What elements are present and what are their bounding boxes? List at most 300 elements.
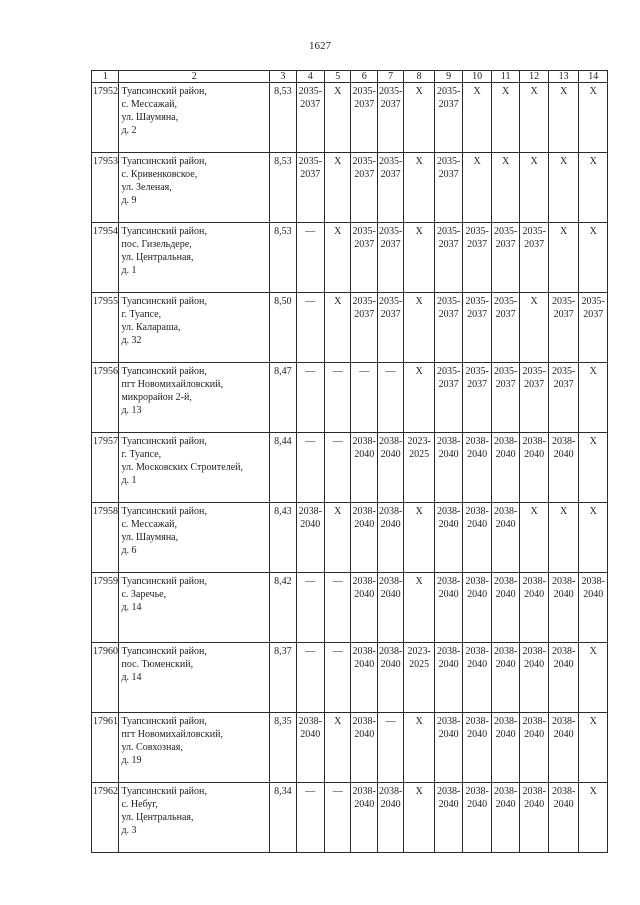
- period-cell: [491, 573, 519, 643]
- period-line: 2040: [438, 449, 459, 460]
- period-cell: [325, 433, 351, 503]
- value-cell: 8,42: [270, 573, 296, 643]
- period-line: 2038-: [378, 436, 403, 447]
- table-row: [92, 293, 608, 363]
- period-line: 2038-: [551, 646, 576, 657]
- period-line: 2040: [467, 729, 488, 740]
- period-line: 2040: [380, 659, 401, 670]
- period-line: 2038-: [493, 716, 518, 727]
- period-cell: [404, 293, 435, 363]
- period-line: X: [334, 296, 342, 307]
- period-line: X: [589, 86, 597, 97]
- period-cell: [434, 713, 462, 783]
- period-cell: [296, 783, 324, 853]
- period-line: 2038-: [436, 436, 461, 447]
- period-cell: [296, 153, 324, 223]
- register-table: [91, 70, 608, 853]
- period-line: X: [589, 226, 597, 237]
- period-line: 2038-: [436, 716, 461, 727]
- period-line: 2040: [354, 449, 375, 460]
- period-line: 2037: [467, 239, 488, 250]
- period-line: X: [530, 296, 538, 307]
- period-cell: [434, 783, 462, 853]
- row-number: 17957: [92, 433, 119, 503]
- period-cell: [548, 223, 579, 293]
- period-cell: [463, 153, 491, 223]
- period-cell: [491, 293, 519, 363]
- period-line: 2035-: [352, 156, 376, 167]
- period-line: X: [560, 506, 568, 517]
- period-line: 2035-: [522, 226, 546, 237]
- period-cell: [520, 643, 548, 713]
- period-cell: [404, 573, 435, 643]
- period-cell: [491, 223, 519, 293]
- row-number: 17956: [92, 363, 119, 433]
- period-cell: [579, 713, 608, 783]
- period-line: 2035-: [352, 86, 376, 97]
- period-line: 2040: [354, 519, 375, 530]
- period-line: 2040: [495, 449, 516, 460]
- period-cell: [579, 503, 608, 573]
- period-line: X: [334, 156, 342, 167]
- period-cell: [434, 293, 462, 363]
- period-cell: [463, 83, 491, 153]
- period-line: 2040: [354, 659, 375, 670]
- period-line: —: [305, 786, 316, 797]
- period-line: 2035-: [436, 296, 461, 307]
- period-cell: [463, 223, 491, 293]
- period-line: 2040: [467, 659, 488, 670]
- address-line: ул. Совхозная,: [121, 742, 183, 753]
- period-cell: [404, 503, 435, 573]
- address-cell: [119, 643, 270, 713]
- period-cell: [296, 503, 324, 573]
- period-cell: [463, 573, 491, 643]
- address-line: г. Туапсе,: [121, 449, 162, 460]
- period-line: X: [589, 786, 597, 797]
- period-cell: [520, 293, 548, 363]
- period-line: 2037: [354, 309, 375, 320]
- address-line: д. 14: [121, 672, 142, 683]
- period-cell: [377, 503, 403, 573]
- address-line: Туапсинский район,: [121, 646, 207, 657]
- address-cell: [119, 293, 270, 363]
- table-row: [92, 783, 608, 853]
- period-line: 2038-: [465, 576, 489, 587]
- address-line: микрорайон 2-й,: [121, 392, 192, 403]
- period-line: 2040: [438, 659, 459, 670]
- period-line: 2038-: [436, 576, 461, 587]
- period-line: 2037: [380, 239, 401, 250]
- value-cell: 8,43: [270, 503, 296, 573]
- column-header-1: 1: [92, 71, 119, 83]
- period-line: —: [305, 436, 316, 447]
- period-cell: [520, 503, 548, 573]
- period-cell: [377, 223, 403, 293]
- period-cell: [296, 363, 324, 433]
- period-cell: [491, 503, 519, 573]
- period-cell: [579, 293, 608, 363]
- period-cell: [325, 503, 351, 573]
- period-line: 2040: [553, 799, 574, 810]
- period-line: 2037: [583, 309, 604, 320]
- period-line: X: [560, 86, 568, 97]
- period-cell: [548, 363, 579, 433]
- period-line: 2038-: [298, 506, 322, 517]
- period-line: 2035-: [378, 226, 403, 237]
- period-line: 2038-: [352, 436, 376, 447]
- period-line: 2037: [380, 169, 401, 180]
- period-line: 2037: [354, 169, 375, 180]
- period-line: —: [305, 646, 316, 657]
- value-cell: 8,47: [270, 363, 296, 433]
- period-cell: [325, 363, 351, 433]
- period-line: 2038-: [352, 646, 376, 657]
- period-cell: [351, 643, 377, 713]
- table-row: [92, 503, 608, 573]
- period-line: 2035-: [465, 226, 489, 237]
- table-body: [92, 83, 608, 853]
- period-line: 2023-: [407, 646, 431, 657]
- period-line: X: [415, 576, 423, 587]
- period-cell: [351, 223, 377, 293]
- period-line: X: [589, 366, 597, 377]
- period-cell: [404, 783, 435, 853]
- period-line: 2040: [524, 799, 545, 810]
- period-line: 2040: [553, 659, 574, 670]
- period-cell: [351, 433, 377, 503]
- period-line: X: [334, 226, 342, 237]
- period-line: 2038-: [465, 506, 489, 517]
- period-cell: [548, 503, 579, 573]
- period-line: 2040: [467, 449, 488, 460]
- period-cell: [296, 223, 324, 293]
- period-line: X: [502, 86, 510, 97]
- period-line: 2038-: [436, 506, 461, 517]
- period-cell: [325, 573, 351, 643]
- address-line: с. Заречье,: [121, 589, 167, 600]
- period-line: —: [332, 646, 343, 657]
- period-line: 2038-: [522, 716, 546, 727]
- period-line: 2038-: [378, 576, 403, 587]
- period-line: 2040: [380, 589, 401, 600]
- period-cell: [404, 363, 435, 433]
- period-line: 2040: [553, 589, 574, 600]
- period-line: 2035-: [493, 226, 518, 237]
- period-line: 2040: [380, 449, 401, 460]
- period-line: X: [415, 506, 423, 517]
- period-line: 2037: [380, 309, 401, 320]
- period-line: 2038-: [465, 786, 489, 797]
- period-line: 2035-: [465, 296, 489, 307]
- period-cell: [377, 713, 403, 783]
- address-line: с. Мессажай,: [121, 99, 177, 110]
- period-cell: [579, 153, 608, 223]
- period-cell: [491, 153, 519, 223]
- period-cell: [296, 713, 324, 783]
- address-line: ул. Шаумяна,: [121, 112, 179, 123]
- period-line: 2040: [467, 519, 488, 530]
- address-line: д. 14: [121, 602, 142, 613]
- period-line: X: [415, 86, 423, 97]
- period-line: 2037: [553, 379, 574, 390]
- period-cell: [520, 153, 548, 223]
- period-cell: [325, 293, 351, 363]
- address-line: Туапсинский район,: [121, 436, 207, 447]
- period-line: X: [334, 716, 342, 727]
- address-line: Туапсинский район,: [121, 156, 207, 167]
- address-line: ул. Центральная,: [121, 252, 194, 263]
- table-row: [92, 713, 608, 783]
- period-line: 2038-: [352, 786, 376, 797]
- period-cell: [325, 783, 351, 853]
- period-line: 2038-: [378, 786, 403, 797]
- period-cell: [351, 153, 377, 223]
- period-cell: [434, 83, 462, 153]
- row-number: 17952: [92, 83, 119, 153]
- period-cell: [579, 83, 608, 153]
- value-cell: 8,53: [270, 153, 296, 223]
- period-line: 2038-: [551, 436, 576, 447]
- row-number: 17958: [92, 503, 119, 573]
- address-line: д. 2: [121, 125, 137, 136]
- period-cell: [351, 363, 377, 433]
- column-header-13: 13: [548, 71, 579, 83]
- period-line: 2038-: [465, 716, 489, 727]
- period-line: 2037: [553, 309, 574, 320]
- period-line: 2035-: [352, 226, 376, 237]
- period-line: 2038-: [522, 646, 546, 657]
- column-header-11: 11: [491, 71, 519, 83]
- period-line: X: [589, 716, 597, 727]
- period-cell: [296, 433, 324, 503]
- period-line: 2040: [553, 729, 574, 740]
- column-header-14: 14: [579, 71, 608, 83]
- value-cell: 8,53: [270, 83, 296, 153]
- period-line: 2023-: [407, 436, 431, 447]
- period-line: 2040: [354, 729, 375, 740]
- period-line: 2040: [380, 799, 401, 810]
- period-line: 2038-: [436, 786, 461, 797]
- period-line: 2038-: [551, 786, 576, 797]
- address-line: ул. Шаумяна,: [121, 532, 179, 543]
- period-line: X: [415, 786, 423, 797]
- period-cell: [351, 713, 377, 783]
- period-cell: [520, 573, 548, 643]
- period-cell: [377, 363, 403, 433]
- address-line: пгт Новомихайловский,: [121, 379, 223, 390]
- period-line: 2037: [495, 379, 516, 390]
- period-line: 2035-: [436, 156, 461, 167]
- period-line: 2040: [524, 449, 545, 460]
- period-cell: [548, 153, 579, 223]
- column-header-4: 4: [296, 71, 324, 83]
- period-line: 2035-: [551, 296, 576, 307]
- period-line: 2037: [438, 239, 459, 250]
- period-line: 2038-: [581, 576, 605, 587]
- address-line: Туапсинский район,: [121, 296, 207, 307]
- period-line: 2037: [467, 379, 488, 390]
- period-line: 2040: [495, 799, 516, 810]
- period-line: —: [305, 366, 316, 377]
- column-header-3: 3: [270, 71, 296, 83]
- period-line: 2025: [409, 659, 430, 670]
- page-number: 1627: [309, 40, 331, 52]
- period-cell: [351, 293, 377, 363]
- period-line: 2038-: [493, 646, 518, 657]
- period-line: 2038-: [436, 646, 461, 657]
- period-line: 2038-: [522, 786, 546, 797]
- period-line: 2038-: [352, 716, 376, 727]
- period-line: 2040: [354, 589, 375, 600]
- address-line: Туапсинский район,: [121, 86, 207, 97]
- period-cell: [377, 573, 403, 643]
- period-cell: [404, 223, 435, 293]
- period-cell: [351, 503, 377, 573]
- period-cell: [520, 713, 548, 783]
- period-cell: [296, 293, 324, 363]
- period-line: 2035-: [436, 226, 461, 237]
- row-number: 17961: [92, 713, 119, 783]
- period-cell: [548, 573, 579, 643]
- period-cell: [520, 83, 548, 153]
- address-cell: [119, 223, 270, 293]
- period-line: 2037: [300, 99, 321, 110]
- period-line: 2038-: [298, 716, 322, 727]
- address-line: ул. Калараша,: [121, 322, 181, 333]
- column-header-12: 12: [520, 71, 548, 83]
- period-cell: [351, 83, 377, 153]
- address-line: д. 1: [121, 475, 137, 486]
- period-cell: [434, 363, 462, 433]
- address-cell: [119, 713, 270, 783]
- value-cell: 8,35: [270, 713, 296, 783]
- column-header-6: 6: [351, 71, 377, 83]
- period-cell: [491, 713, 519, 783]
- period-line: 2037: [467, 309, 488, 320]
- address-line: с. Кривенковское,: [121, 169, 198, 180]
- period-line: 2035-: [581, 296, 605, 307]
- address-line: Туапсинский район,: [121, 716, 207, 727]
- period-line: 2038-: [551, 716, 576, 727]
- period-line: 2040: [583, 589, 604, 600]
- period-line: —: [385, 366, 396, 377]
- period-line: 2037: [495, 239, 516, 250]
- address-line: Туапсинский район,: [121, 366, 207, 377]
- period-line: 2037: [438, 99, 459, 110]
- period-cell: [325, 643, 351, 713]
- period-cell: [579, 643, 608, 713]
- period-line: X: [415, 226, 423, 237]
- period-cell: [434, 503, 462, 573]
- period-line: X: [415, 156, 423, 167]
- period-line: 2035-: [352, 296, 376, 307]
- period-cell: [548, 433, 579, 503]
- row-number: 17954: [92, 223, 119, 293]
- period-cell: [548, 643, 579, 713]
- period-cell: [351, 573, 377, 643]
- period-line: 2037: [354, 239, 375, 250]
- period-cell: [579, 783, 608, 853]
- row-number: 17955: [92, 293, 119, 363]
- period-line: X: [589, 436, 597, 447]
- period-line: —: [305, 576, 316, 587]
- table-row: [92, 643, 608, 713]
- period-line: X: [415, 716, 423, 727]
- address-line: Туапсинский район,: [121, 786, 207, 797]
- period-line: 2035-: [436, 366, 461, 377]
- period-line: 2038-: [378, 506, 403, 517]
- period-line: 2037: [524, 379, 545, 390]
- period-line: —: [332, 786, 343, 797]
- address-line: д. 6: [121, 545, 137, 556]
- period-cell: [463, 713, 491, 783]
- period-line: 2035-: [551, 366, 576, 377]
- period-line: 2040: [467, 799, 488, 810]
- period-cell: [520, 783, 548, 853]
- period-cell: [548, 83, 579, 153]
- period-line: 2025: [409, 449, 430, 460]
- period-cell: [296, 573, 324, 643]
- period-line: 2037: [438, 169, 459, 180]
- period-cell: [404, 713, 435, 783]
- table-row: [92, 433, 608, 503]
- period-cell: [548, 713, 579, 783]
- period-cell: [434, 223, 462, 293]
- period-cell: [325, 153, 351, 223]
- address-line: ул. Московских Строителей,: [121, 462, 243, 473]
- period-cell: [404, 153, 435, 223]
- address-line: д. 1: [121, 265, 137, 276]
- period-line: 2038-: [522, 576, 546, 587]
- period-line: X: [334, 86, 342, 97]
- address-cell: [119, 783, 270, 853]
- period-line: 2035-: [378, 296, 403, 307]
- period-line: 2037: [495, 309, 516, 320]
- period-line: 2038-: [493, 576, 518, 587]
- period-cell: [325, 83, 351, 153]
- period-line: 2040: [438, 799, 459, 810]
- period-line: 2038-: [465, 646, 489, 657]
- period-cell: [463, 643, 491, 713]
- period-cell: [579, 573, 608, 643]
- address-cell: [119, 153, 270, 223]
- period-cell: [434, 573, 462, 643]
- period-line: X: [560, 226, 568, 237]
- table-row: [92, 153, 608, 223]
- period-cell: [404, 433, 435, 503]
- period-line: 2037: [354, 99, 375, 110]
- period-line: X: [502, 156, 510, 167]
- period-line: 2040: [300, 729, 321, 740]
- address-cell: [119, 363, 270, 433]
- period-cell: [377, 153, 403, 223]
- address-line: д. 19: [121, 755, 142, 766]
- period-line: 2035-: [436, 86, 461, 97]
- period-line: —: [385, 716, 396, 727]
- table-row: [92, 83, 608, 153]
- address-line: г. Туапсе,: [121, 309, 162, 320]
- address-line: пос. Гизельдере,: [121, 239, 192, 250]
- period-cell: [296, 83, 324, 153]
- column-header-10: 10: [463, 71, 491, 83]
- period-line: 2038-: [493, 506, 518, 517]
- address-line: ул. Зеленая,: [121, 182, 172, 193]
- period-line: —: [332, 366, 343, 377]
- address-line: с. Мессажай,: [121, 519, 177, 530]
- column-header-5: 5: [325, 71, 351, 83]
- period-line: 2035-: [465, 366, 489, 377]
